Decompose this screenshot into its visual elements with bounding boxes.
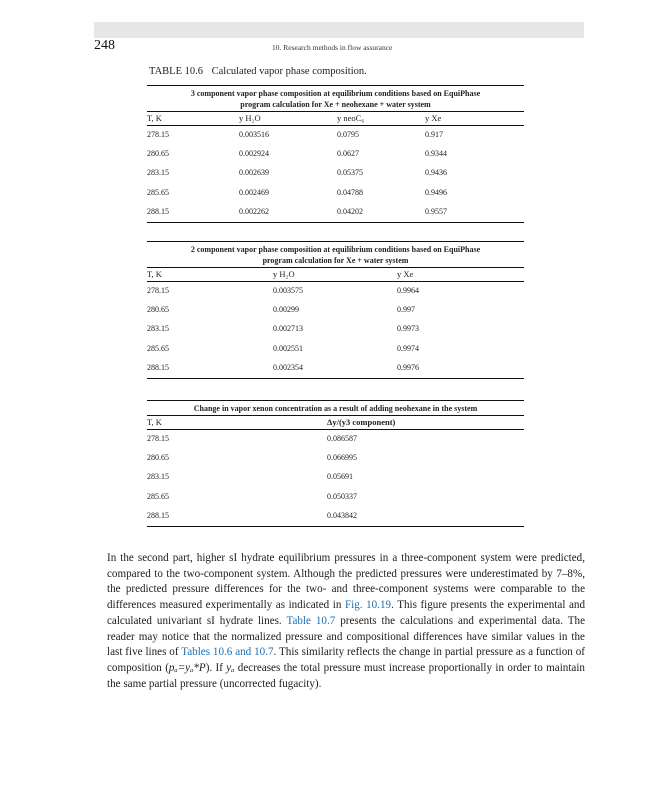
- cell: 0.9974: [397, 343, 419, 353]
- cell: 0.04788: [337, 187, 363, 197]
- cell: 283.15: [147, 324, 169, 334]
- cell: 0.002924: [239, 149, 269, 159]
- table-row: [147, 164, 524, 183]
- table-row: [147, 301, 524, 320]
- rule: [147, 378, 524, 379]
- cell: 0.002551: [273, 343, 303, 353]
- cell: 0.002639: [239, 168, 269, 178]
- cell: 0.9557: [425, 206, 447, 216]
- table-row: [147, 203, 524, 222]
- page-number: 248: [94, 38, 115, 53]
- cell: 0.05375: [337, 168, 363, 178]
- running-head: 10. Research methods in flow assurance: [272, 43, 393, 52]
- table-section-change: [147, 400, 524, 527]
- table-row: [147, 184, 524, 203]
- cell: 0.002262: [239, 206, 269, 216]
- cell: 0.003575: [273, 286, 303, 295]
- column-header: y H₂O: [273, 269, 295, 279]
- table-row: [147, 282, 524, 301]
- table-section-3-component: [147, 85, 524, 223]
- rule: [147, 526, 524, 527]
- cell: 283.15: [147, 472, 169, 482]
- cell: 285.65: [147, 491, 169, 501]
- cell: 0.917: [425, 130, 443, 139]
- cell: 278.15: [147, 286, 169, 295]
- cell: 288.15: [147, 510, 169, 520]
- cell: 288.15: [147, 362, 169, 372]
- column-header: y neoC₆: [337, 113, 365, 123]
- cell: 0.050337: [327, 491, 357, 501]
- cell: 283.15: [147, 168, 169, 178]
- cell: 0.0627: [337, 149, 359, 159]
- cell: 0.066995: [327, 453, 357, 463]
- cell: 278.15: [147, 434, 169, 443]
- cell: 285.65: [147, 343, 169, 353]
- cell: 0.04202: [337, 206, 363, 216]
- table-header-row: [147, 112, 524, 125]
- section-title: 2 component vapor phase composition at equilibrium conditions based on EquiPhase program calculation for Xe + water system: [190, 245, 481, 265]
- cell: 280.65: [147, 305, 169, 315]
- cell: 0.002469: [239, 187, 269, 197]
- table-row: [147, 320, 524, 339]
- cell: 0.9976: [397, 362, 419, 372]
- cell: 0.05691: [327, 472, 353, 482]
- table-row: [147, 359, 524, 378]
- cell: 0.9973: [397, 324, 419, 334]
- cell: 280.65: [147, 453, 169, 463]
- cell: 285.65: [147, 187, 169, 197]
- table-row: [147, 126, 524, 145]
- figure-link[interactable]: Fig. 10.19: [344, 599, 392, 612]
- table-row: [147, 430, 524, 449]
- column-header: T, K: [147, 269, 162, 279]
- cell: 0.00299: [273, 305, 299, 315]
- cell: 0.9436: [425, 168, 447, 178]
- column-header: Δy/(y3 component): [327, 417, 396, 427]
- cell: 0.9344: [425, 149, 447, 159]
- table-label: TABLE 10.6: [149, 66, 203, 77]
- page-header-bar: [94, 22, 584, 38]
- body-paragraph: In the second part, higher sI hydrate equilibrium pressures in a three-component system were predicted, compared to the two-component system. Although the predicted pressures were underestimated by 7–8%, the predicted pressure differences for the two- and three-component systems were comparable to the differences measured experimentally as indicated in Fig. 10.19. This figure presents the experimental and calculated univariant sI hydrate lines. Table 10.7 presents the calculations and experimental data. The reader may notice that the normalized pressure and compositional differences have similar values in the last five lines of Tables 10.6 and 10.7. This similarity reflects the change in partial pressure as a function of composition (pₐ=yₐ*P). If yₐ decreases the total pressure must increase proportionally in order to maintain the same partial pressure (uncorrected fugacity).: [107, 552, 585, 690]
- formula: yₐ: [226, 661, 235, 674]
- cell: 280.65: [147, 149, 169, 159]
- section-title: Change in vapor xenon concentration as a result of adding neohexane in the system: [193, 404, 478, 413]
- cell: 278.15: [147, 130, 169, 139]
- column-header: T, K: [147, 417, 162, 427]
- cell: 0.9496: [425, 187, 447, 197]
- section-title: 3 component vapor phase composition at equilibrium conditions based on EquiPhase program calculation for Xe + neohexane + water system: [190, 89, 481, 109]
- table-header-row: [147, 268, 524, 281]
- table-caption: [149, 66, 367, 77]
- table-row: [147, 449, 524, 468]
- column-header: y Xe: [397, 269, 414, 279]
- cell: 0.9964: [397, 286, 419, 295]
- table-row: [147, 340, 524, 359]
- cell: 0.002354: [273, 362, 303, 372]
- table-title: Calculated vapor phase composition.: [211, 66, 367, 77]
- cell: 0.043842: [327, 510, 357, 520]
- column-header: T, K: [147, 113, 162, 123]
- cell: 0.086587: [327, 434, 357, 443]
- table-row: [147, 488, 524, 507]
- cell: 0.002713: [273, 324, 303, 334]
- column-header: y H₂O: [239, 113, 261, 123]
- table-section-2-component: [147, 241, 524, 379]
- tables-link[interactable]: Tables 10.6 and 10.7: [181, 646, 274, 659]
- table-link[interactable]: Table 10.7: [286, 614, 336, 627]
- column-header: y Xe: [425, 113, 442, 123]
- cell: 288.15: [147, 206, 169, 216]
- cell: 0.003516: [239, 130, 269, 139]
- cell: 0.0795: [337, 130, 359, 139]
- cell: 0.997: [397, 305, 415, 315]
- table-row: [147, 507, 524, 526]
- table-header-row: [147, 416, 524, 429]
- rule: [147, 222, 524, 223]
- table-row: [147, 468, 524, 487]
- formula: pₐ=yₐ*P: [168, 661, 206, 674]
- table-row: [147, 145, 524, 164]
